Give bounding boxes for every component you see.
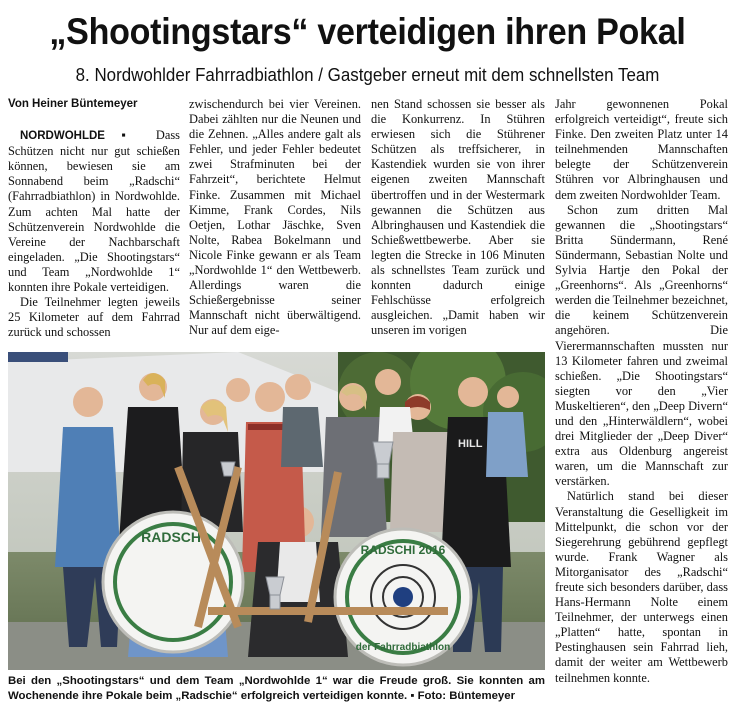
- dateline: NORDWOHLDE: [20, 130, 105, 143]
- photo-caption: Bei den „Shootingstars“ und dem Team „Nordwohlde 1“ war die Freude groß. Sie konnten am Wochenende ihre Pokale beim „Radschie“ erfolgreich verteidigen konnte. ▪ Foto: Büntemeyer: [8, 675, 545, 702]
- column-2: [189, 97, 361, 339]
- column-3: [371, 97, 545, 339]
- headline: „Shootingstars“ verteidigen ihren Pokal: [49, 11, 686, 52]
- paragraph: nen Stand schossen sie besser als die Konkurrenz. In Stühren erwiesen sich die Stührener Schützen als treffsicherer, in Kastendiek wurden sie von ihrer eigenen zweiten Mannschaft übertroffen und in der Westermark gewannen die Schützen aus Albringhausen und Kastendiek die Schießwettbewerbe. Aber sie legten die Strecke in 106 Minuten als schnellstes Team zurück und konnten dadurch einige Fehlschüsse erfolgreich ausgleichen. „Damit haben wir unseren im vorigen: [371, 97, 545, 338]
- group-photo: [8, 352, 545, 670]
- subheadline: 8. Nordwohlder Fahrradbiathlon / Gastgeber erneut mit dem schnellsten Team: [75, 65, 660, 85]
- target-right-label: RADSCHI 2016: [360, 543, 446, 557]
- paragraph: Schon zum dritten Mal gewannen die „Shootingstars“ Britta Sündermann, René Sündermann, Sebastian Nolte und Sylvia Hartje den Pokal der „Greenhorns“. Als „Greenhorns“ werden die Teilnehmer bezeichnet, die keinem Schützenverein angehören. Die Vierermannschaften mussten nur 13 Kilometer fahren und zweimal schießen. „Die Shootingstars“ siegten vor den „Vier Muskeltieren“, den „Deep Divern“ und den „Hinterwäldlern“, wobei drei Mitglieder der „Deep Diver“ extra aus Oldenburg angereist waren, um die Mannschaft zur verstärken.: [555, 202, 728, 489]
- target-left-label: RADSCHI: [141, 529, 205, 545]
- column-4: [555, 97, 728, 686]
- paragraph: zwischendurch bei vier Vereinen. Dabei zählten nur die Neunen und die Zehnen. „Alles andere galt als Fehler, und jeder Fehler bedeutet zwei Strafminuten bei der Fahrzeit“, berichtete Helmut Finke. Zusammen mit Michael Kimme, Frank Cordes, Nils Oetjen, Lothar Jäschke, Sven Nolte, Rabea Bokelmann und Nicole Finke gewann er als Team „Nordwohlde 1“ den Wettbewerb. Allerdings waren die Schießergebnisse seiner Mannschaft nicht überwältigend. Nur auf dem eige-: [189, 97, 361, 338]
- target-right-bottom-label: der Fahrradbiathlon: [355, 642, 451, 653]
- target-board-right: [335, 529, 471, 665]
- shirt-print: HILL: [458, 438, 483, 450]
- paragraph: [8, 128, 180, 295]
- photo-illustration: [8, 352, 545, 670]
- lead-text: ▪ Dass Schützen nicht nur gut schießen können, bewiesen sie am Sonnabend beim „Radschi“ (Fahrradbiathlon) in Nordwohlde. Zum achten Mal hatte der Schützenverein Nordwohlde die Vereine der Nachbarschaft eingeladen. „Die Shootingstars“ und Team „Nordwohlde 1“ konnten ihre Pokale verteidigen.: [8, 128, 180, 295]
- paragraph: Die Teilnehmer legten jeweils 25 Kilometer auf dem Fahrrad zurück und schossen: [8, 295, 180, 340]
- author-byline: Von Heiner Büntemeyer: [8, 98, 138, 110]
- paragraph: Natürlich stand bei dieser Veranstaltung die Geselligkeit im Mittelpunkt, die schon vor der Siegerehrung gebührend gepflegt wurde. Frank Wagner als Mitorganisator des „Radschi“ freute sich besonders darüber, dass Hans-Hermann Nolte einem Teilnehmer, der unterwegs einen „Platten“ hatte, spontan in Pestinghausen sein Fahrrad lieh, damit der weiter am Wettbewerb teilnehmen konnte.: [555, 489, 728, 685]
- column-1: [8, 97, 180, 340]
- paragraph: Jahr gewonnenen Pokal erfolgreich verteidigt“, freute sich Finke. Den zweiten Platz unter 14 teilnehmenden Mannschaften belegte der Schützenverein Stühren vor Albringhausen und dem zweiten Nordwohlder Team.: [555, 97, 728, 202]
